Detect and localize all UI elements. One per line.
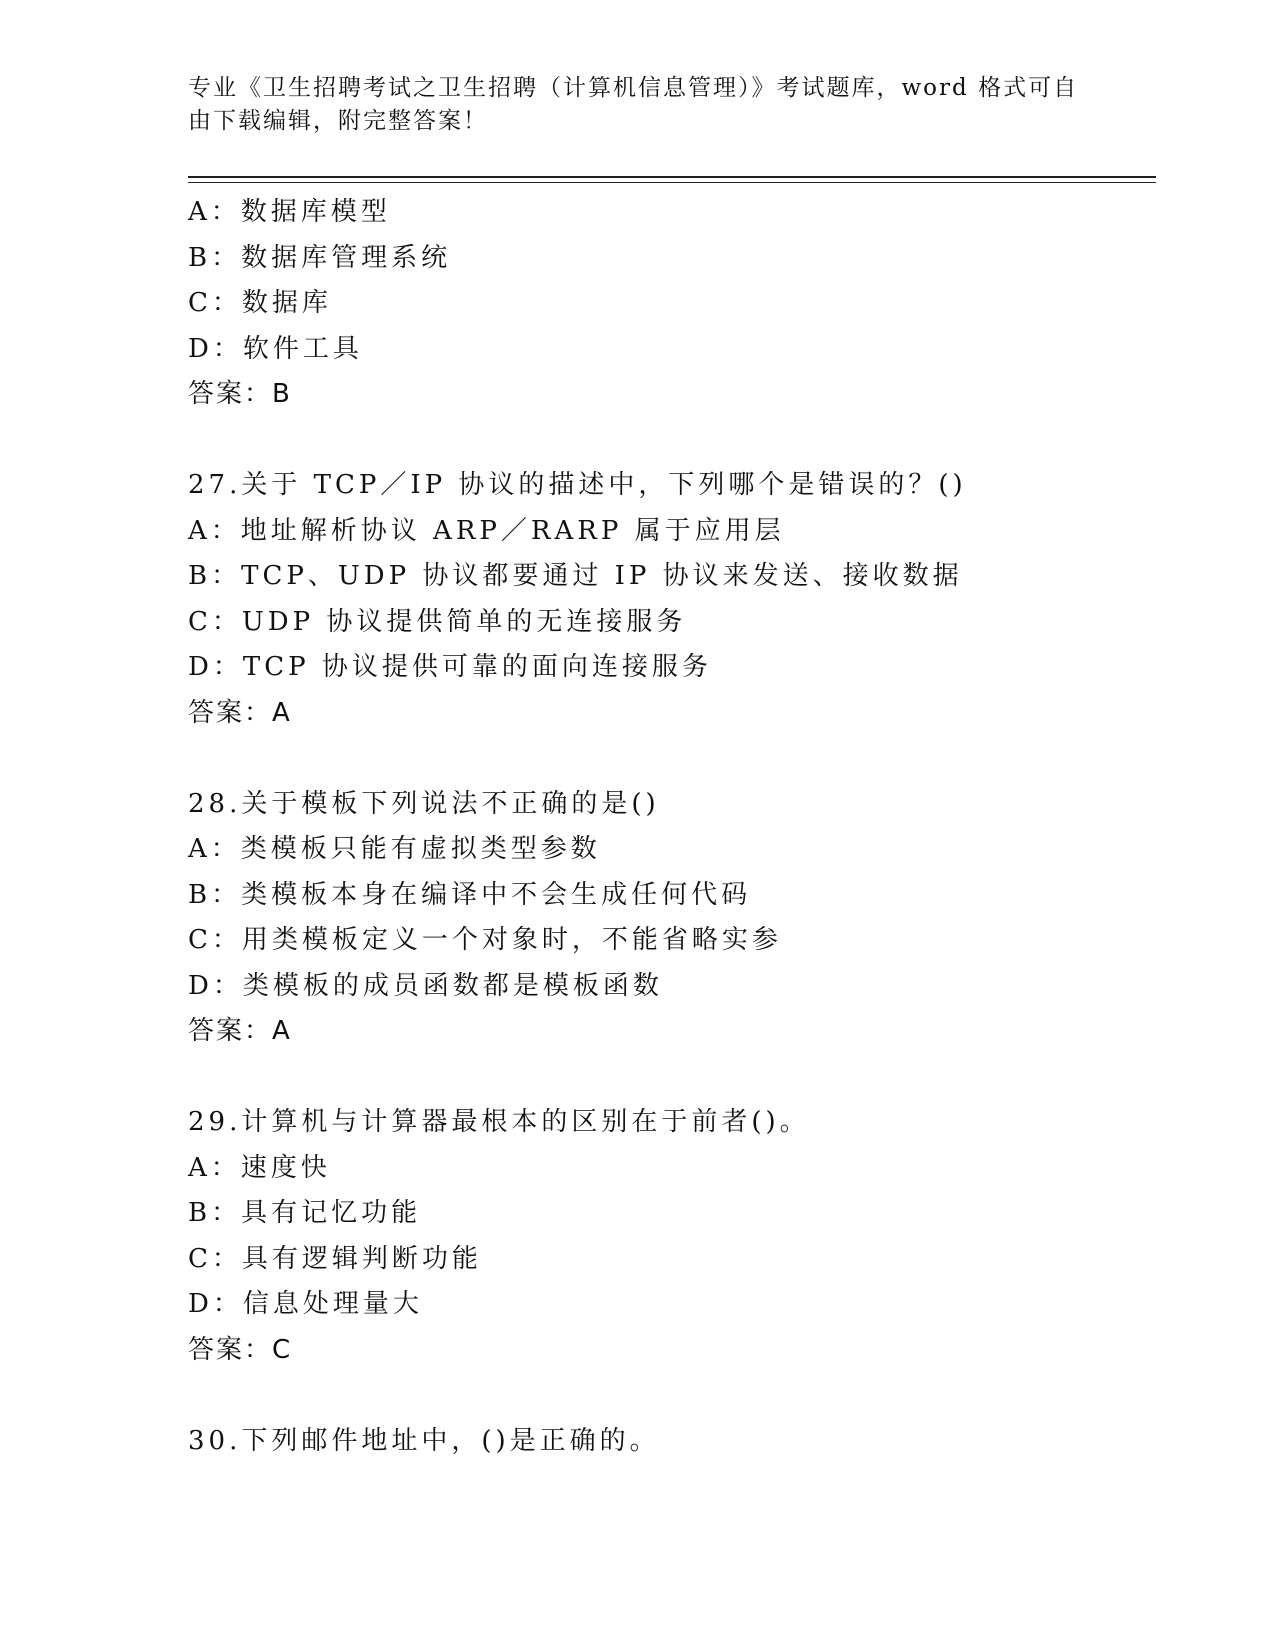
question-28 bbox=[188, 782, 1156, 1055]
option-b: B：类模板本身在编译中不会生成任何代码 bbox=[188, 879, 752, 910]
option-d: D：信息处理量大 bbox=[188, 1289, 423, 1319]
document-header bbox=[188, 72, 1088, 138]
question-26 bbox=[188, 190, 1156, 418]
question-30 bbox=[188, 1419, 1156, 1465]
option-c: C：用类模板定义一个对象时，不能省略实参 bbox=[188, 925, 782, 955]
question-text: 28.关于模板下列说法不正确的是() bbox=[188, 788, 660, 819]
option-a: A：类模板只能有虚拟类型参数 bbox=[188, 834, 601, 864]
question-text: 30.下列邮件地址中，()是正确的。 bbox=[188, 1425, 660, 1456]
option-b: B：具有记忆功能 bbox=[188, 1198, 422, 1228]
question-27 bbox=[188, 463, 1156, 736]
answer-text: 答案：C bbox=[188, 1334, 293, 1365]
question-text: 29.计算机与计算器最根本的区别在于前者()。 bbox=[188, 1107, 810, 1137]
option-d: D：软件工具 bbox=[188, 333, 363, 364]
option-a: A：数据库模型 bbox=[188, 197, 391, 227]
question-29 bbox=[188, 1100, 1156, 1373]
option-a: A：地址解析协议 ARP／RARP 属于应用层 bbox=[188, 515, 785, 546]
spacer bbox=[188, 1373, 1156, 1419]
option-d: D：TCP 协议提供可靠的面向连接服务 bbox=[188, 652, 712, 682]
spacer bbox=[188, 418, 1156, 464]
option-c: C：数据库 bbox=[188, 288, 332, 318]
option-a: A：速度快 bbox=[188, 1152, 331, 1183]
header-line-1: 专业《卫生招聘考试之卫生招聘（计算机信息管理）》考试题库，word 格式可自 bbox=[188, 75, 1079, 101]
option-b: B：TCP、UDP 协议都要通过 IP 协议来发送、接收数据 bbox=[188, 561, 963, 591]
answer-text: 答案：A bbox=[188, 697, 292, 728]
question-list bbox=[188, 190, 1156, 1464]
answer-text: 答案：A bbox=[188, 1016, 292, 1046]
option-d: D：类模板的成员函数都是模板函数 bbox=[188, 970, 663, 1001]
spacer bbox=[188, 736, 1156, 782]
option-c: C：具有逻辑判断功能 bbox=[188, 1243, 482, 1274]
header-divider-thin bbox=[188, 182, 1156, 183]
option-b: B：数据库管理系统 bbox=[188, 242, 452, 273]
option-c: C：UDP 协议提供简单的无连接服务 bbox=[188, 606, 687, 637]
header-divider bbox=[188, 176, 1156, 178]
answer-text: 答案：B bbox=[188, 379, 292, 409]
header-line-2: 由下载编辑，附完整答案！ bbox=[188, 108, 488, 134]
question-text: 27.关于 TCP／IP 协议的描述中，下列哪个是错误的？() bbox=[188, 470, 967, 500]
spacer bbox=[188, 1055, 1156, 1101]
